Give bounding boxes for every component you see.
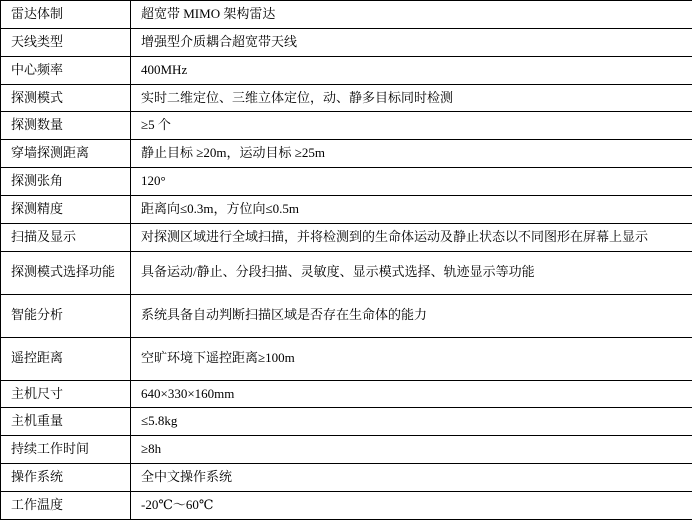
spec-value-cell: -20℃～60℃ [131,491,692,519]
table-row [1,408,692,436]
spec-label-cell: 探测模式选择功能 [1,251,131,294]
spec-value-cell: 对探测区域进行全域扫描，并将检测到的生命体运动及静止状态以不同图形在屏幕上显示 [131,223,692,251]
table-row [1,380,692,408]
spec-label-cell: 雷达体制 [1,1,131,29]
table-row [1,223,692,251]
spec-value-cell: 超宽带 MIMO 架构雷达 [131,1,692,29]
spec-label-cell: 智能分析 [1,294,131,337]
spec-label-cell: 天线类型 [1,28,131,56]
spec-label-cell: 穿墙探测距离 [1,140,131,168]
spec-value-cell: 静止目标 ≥20m，运动目标 ≥25m [131,140,692,168]
spec-value-cell: 增强型介质耦合超宽带天线 [131,28,692,56]
spec-value-cell: 具备运动/静止、分段扫描、灵敏度、显示模式选择、轨迹显示等功能 [131,251,692,294]
spec-label-cell: 主机重量 [1,408,131,436]
spec-value-cell: 空旷环境下遥控距离≥100m [131,337,692,380]
table-row [1,56,692,84]
spec-value-cell: 400MHz [131,56,692,84]
table-row [1,84,692,112]
table-row [1,337,692,380]
spec-value-cell: ≤5.8kg [131,408,692,436]
table-row [1,168,692,196]
table-row [1,464,692,492]
spec-value-cell: 120° [131,168,692,196]
table-row [1,112,692,140]
spec-label-cell: 探测精度 [1,195,131,223]
specification-table-body [1,1,692,520]
spec-value-cell: 距离向≤0.3m，方位向≤0.5m [131,195,692,223]
spec-label-cell: 工作温度 [1,491,131,519]
spec-value-cell: 640×330×160mm [131,380,692,408]
spec-value-cell: 系统具备自动判断扫描区域是否存在生命体的能力 [131,294,692,337]
table-row [1,1,692,29]
spec-value-cell: 全中文操作系统 [131,464,692,492]
table-row [1,140,692,168]
spec-label-cell: 探测张角 [1,168,131,196]
spec-value-cell: 实时二维定位、三维立体定位，动、静多目标同时检测 [131,84,692,112]
table-row [1,436,692,464]
spec-label-cell: 中心频率 [1,56,131,84]
spec-label-cell: 探测模式 [1,84,131,112]
table-row [1,294,692,337]
table-row [1,28,692,56]
spec-label-cell: 遥控距离 [1,337,131,380]
table-row [1,251,692,294]
spec-label-cell: 持续工作时间 [1,436,131,464]
spec-label-cell: 主机尺寸 [1,380,131,408]
spec-label-cell: 操作系统 [1,464,131,492]
table-row [1,491,692,519]
spec-value-cell: ≥8h [131,436,692,464]
table-row [1,195,692,223]
spec-label-cell: 扫描及显示 [1,223,131,251]
spec-value-cell: ≥5 个 [131,112,692,140]
spec-label-cell: 探测数量 [1,112,131,140]
